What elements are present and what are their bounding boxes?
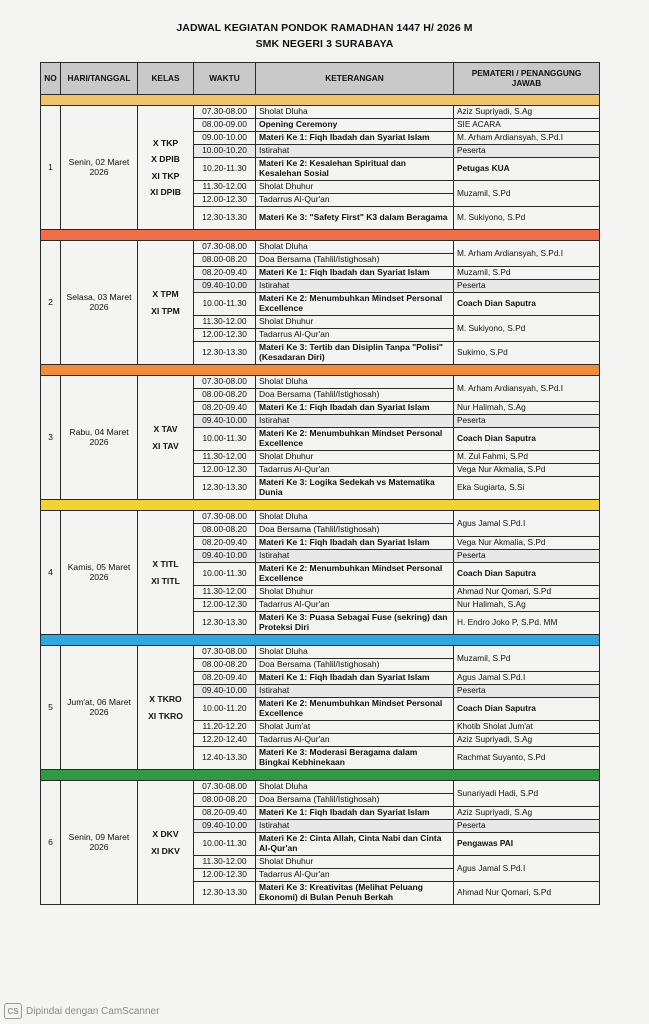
session-pemateri: Eka Sugiarta, S.Si (454, 477, 600, 500)
day-number: 1 (41, 106, 61, 230)
session-pemateri: Coach Dian Saputra (454, 563, 600, 586)
session-time: 09.40-10.00 (194, 820, 256, 833)
session-time: 12.30-13.30 (194, 882, 256, 905)
session-time: 11.20-12.20 (194, 721, 256, 734)
header-kelas: KELAS (138, 63, 194, 95)
session-keterangan: Materi Ke 2: Menumbuhkan Mindset Personal Excellence (256, 428, 454, 451)
day-number: 2 (41, 241, 61, 365)
session-keterangan: Doa Bersama (Tahlil/Istighosah) (256, 794, 454, 807)
session-pemateri: M. Arham Ardiansyah, S.Pd.I (454, 132, 600, 145)
session-time: 10.00-11.30 (194, 293, 256, 316)
day-separator-band (41, 365, 600, 376)
session-time: 12.30-13.30 (194, 342, 256, 365)
camscanner-logo-icon: CS (4, 1003, 22, 1019)
session-pemateri: Muzamil, S.Pd (454, 181, 600, 207)
session-time: 11.30-12.00 (194, 586, 256, 599)
session-time: 12.30-13.30 (194, 612, 256, 635)
session-pemateri: Ahmad Nur Qomari, S.Pd (454, 882, 600, 905)
session-time: 08.20-09.40 (194, 537, 256, 550)
header-pemateri: PEMATERI / PENANGGUNG JAWAB (454, 63, 600, 95)
session-keterangan: Materi Ke 1: Fiqh Ibadah dan Syariat Islam (256, 537, 454, 550)
kelas-label: X TITL (152, 559, 179, 570)
session-keterangan: Tadarrus Al-Qur'an (256, 464, 454, 477)
session-time: 10.00-10.20 (194, 145, 256, 158)
day-date: Senin, 02 Maret 2026 (61, 106, 138, 230)
session-pemateri: Peserta (454, 145, 600, 158)
session-keterangan: Materi Ke 2: Menumbuhkan Mindset Personal Excellence (256, 698, 454, 721)
session-keterangan: Doa Bersama (Tahlil/Istighosah) (256, 659, 454, 672)
day-number: 6 (41, 781, 61, 905)
session-time: 11.30-12.00 (194, 451, 256, 464)
session-keterangan: Materi Ke 2: Menumbuhkan Mindset Personal Excellence (256, 563, 454, 586)
session-keterangan: Doa Bersama (Tahlil/Istighosah) (256, 389, 454, 402)
session-time: 08.00-08.20 (194, 659, 256, 672)
session-keterangan: Materi Ke 1: Fiqh Ibadah dan Syariat Islam (256, 807, 454, 820)
session-time: 09.00-10.00 (194, 132, 256, 145)
session-keterangan: Sholat Dhuhur (256, 181, 454, 194)
kelas-label: XI DPIB (149, 186, 182, 197)
day-number: 5 (41, 646, 61, 770)
day-date: Kamis, 05 Maret 2026 (61, 511, 138, 635)
table-row (41, 646, 600, 659)
session-pemateri: Pengawas PAI (454, 833, 600, 856)
kelas-label: XI TITL (151, 575, 180, 586)
day-date: Senin, 09 Maret 2026 (61, 781, 138, 905)
scanner-footer-text: Dipindai dengan CamScanner (26, 1005, 160, 1017)
session-keterangan: Istirahat (256, 820, 454, 833)
session-time: 08.20-09.40 (194, 672, 256, 685)
session-pemateri: Sunariyadi Hadi, S.Pd (454, 781, 600, 807)
session-time: 10.00-11.30 (194, 833, 256, 856)
session-keterangan: Sholat Dhuhur (256, 451, 454, 464)
session-pemateri: Aziz Supriyadi, S.Ag (454, 807, 600, 820)
kelas-label: XI TKRO (148, 710, 183, 721)
session-pemateri: Coach Dian Saputra (454, 698, 600, 721)
table-row (41, 511, 600, 524)
session-keterangan: Sholat Dhuhur (256, 316, 454, 329)
schedule-body (41, 95, 600, 905)
day-kelas (138, 376, 194, 500)
day-separator-fill (41, 770, 600, 781)
day-separator-fill (41, 635, 600, 646)
day-separator-fill (41, 500, 600, 511)
day-kelas (138, 781, 194, 905)
session-time: 09.40-10.00 (194, 280, 256, 293)
session-keterangan: Materi Ke 3: Moderasi Beragama dalam Bingkai Kebhinekaan (256, 747, 454, 770)
day-kelas (138, 106, 194, 230)
day-kelas (138, 646, 194, 770)
session-keterangan: Istirahat (256, 280, 454, 293)
session-pemateri: Peserta (454, 820, 600, 833)
session-time: 11.30-12.00 (194, 181, 256, 194)
session-pemateri: Agus Jamal S.Pd.I (454, 856, 600, 882)
session-time: 12.00-12.30 (194, 599, 256, 612)
session-keterangan: Tadarrus Al-Qur'an (256, 869, 454, 882)
session-keterangan: Materi Ke 3: Logika Sedekah vs Matematika Dunia (256, 477, 454, 500)
session-keterangan: Materi Ke 3: Tertib dan Disiplin Tanpa "Polisi" (Kesadaran Diri) (256, 342, 454, 365)
session-keterangan: Sholat Dluha (256, 106, 454, 119)
header-keterangan: KETERANGAN (256, 63, 454, 95)
session-pemateri: H. Endro Joko P, S.Pd. MM (454, 612, 600, 635)
session-keterangan: Tadarrus Al-Qur'an (256, 734, 454, 747)
session-keterangan: Sholat Dluha (256, 781, 454, 794)
header-waktu: WAKTU (194, 63, 256, 95)
day-number: 3 (41, 376, 61, 500)
session-time: 08.20-09.40 (194, 402, 256, 415)
session-pemateri: Ahmad Nur Qomari, S.Pd (454, 586, 600, 599)
session-pemateri: M. Sukiyono, S.Pd (454, 316, 600, 342)
session-time: 12.30-13.30 (194, 477, 256, 500)
session-keterangan: Tadarrus Al-Qur'an (256, 599, 454, 612)
session-pemateri: Nur Halimah, S.Ag (454, 402, 600, 415)
header-no: NO (41, 63, 61, 95)
day-separator-fill (41, 365, 600, 376)
day-separator-band (41, 500, 600, 511)
day-kelas (138, 241, 194, 365)
session-time: 09.40-10.00 (194, 415, 256, 428)
day-separator-band (41, 230, 600, 241)
session-pemateri: Coach Dian Saputra (454, 428, 600, 451)
session-keterangan: Sholat Dluha (256, 241, 454, 254)
session-time: 12.00-12.30 (194, 464, 256, 477)
session-pemateri: Muzamil, S.Pd (454, 646, 600, 672)
session-keterangan: Materi Ke 1: Fiqh Ibadah dan Syariat Islam (256, 672, 454, 685)
session-pemateri: Peserta (454, 280, 600, 293)
session-time: 09.40-10.00 (194, 550, 256, 563)
session-pemateri: Petugas KUA (454, 158, 600, 181)
session-keterangan: Istirahat (256, 685, 454, 698)
session-keterangan: Doa Bersama (Tahlil/Istighosah) (256, 254, 454, 267)
session-keterangan: Istirahat (256, 415, 454, 428)
session-keterangan: Istirahat (256, 550, 454, 563)
session-time: 12.20-12.40 (194, 734, 256, 747)
table-row (41, 241, 600, 254)
session-time: 12.40-13.30 (194, 747, 256, 770)
session-keterangan: Materi Ke 1: Fiqh Ibadah dan Syariat Islam (256, 132, 454, 145)
day-separator-band (41, 770, 600, 781)
session-time: 12.00-12.30 (194, 869, 256, 882)
session-keterangan: Istirahat (256, 145, 454, 158)
session-keterangan: Sholat Dluha (256, 376, 454, 389)
session-pemateri: Muzamil, S.Pd (454, 267, 600, 280)
session-keterangan: Materi Ke 3: Kreativitas (Melihat Peluang Ekonomi) di Bulan Penuh Berkah (256, 882, 454, 905)
session-time: 07.30-08.00 (194, 106, 256, 119)
kelas-label: XI TAV (152, 440, 179, 451)
kelas-label: XI TKP (151, 170, 180, 181)
scanner-footer (4, 1003, 159, 1019)
day-number: 4 (41, 511, 61, 635)
session-pemateri: M. Arham Ardiansyah, S.Pd.I (454, 376, 600, 402)
session-pemateri: Peserta (454, 685, 600, 698)
kelas-label: X TKP (152, 137, 179, 148)
document-title: JADWAL KEGIATAN PONDOK RAMADHAN 1447 H/ 2026 M (176, 22, 473, 34)
session-keterangan: Materi Ke 1: Fiqh Ibadah dan Syariat Islam (256, 267, 454, 280)
kelas-label: X DPIB (151, 154, 180, 165)
session-time: 07.30-08.00 (194, 241, 256, 254)
day-separator-fill (41, 230, 600, 241)
session-pemateri: Rachmat Suyanto, S.Pd (454, 747, 600, 770)
session-keterangan: Materi Ke 1: Fiqh Ibadah dan Syariat Islam (256, 402, 454, 415)
session-keterangan: Materi Ke 2: Cinta Allah, Cinta Nabi dan Cinta Al-Qur'an (256, 833, 454, 856)
session-time: 12.00-12.30 (194, 329, 256, 342)
session-time: 11.30-12.00 (194, 316, 256, 329)
session-pemateri: Khotib Sholat Jum'at (454, 721, 600, 734)
session-keterangan: Tadarrus Al-Qur'an (256, 329, 454, 342)
day-separator-band (41, 635, 600, 646)
day-date: Jum'at, 06 Maret 2026 (61, 646, 138, 770)
day-date: Selasa, 03 Maret 2026 (61, 241, 138, 365)
session-time: 08.00-08.20 (194, 254, 256, 267)
session-keterangan: Sholat Dluha (256, 511, 454, 524)
session-time: 07.30-08.00 (194, 376, 256, 389)
session-keterangan: Sholat Dluha (256, 646, 454, 659)
session-pemateri: Nur Halimah, S.Ag (454, 599, 600, 612)
kelas-label: X DKV (152, 829, 179, 840)
kelas-label: XI TPM (151, 305, 180, 316)
session-time: 10.20-11.30 (194, 158, 256, 181)
session-keterangan: Opening Ceremony (256, 119, 454, 132)
session-pemateri: M. Sukiyono, S.Pd (454, 207, 600, 230)
session-time: 09.40-10.00 (194, 685, 256, 698)
session-pemateri: M. Arham Ardiansyah, S.Pd.I (454, 241, 600, 267)
session-pemateri: SIE ACARA (454, 119, 600, 132)
session-pemateri: M. Zul Fahmi, S.Pd (454, 451, 600, 464)
session-pemateri: Peserta (454, 415, 600, 428)
day-separator-band (41, 95, 600, 106)
session-pemateri: Aziz Supriyadi, S.Ag (454, 106, 600, 119)
session-time: 08.00-08.20 (194, 389, 256, 402)
kelas-label: X TKRO (149, 694, 182, 705)
session-pemateri: Peserta (454, 550, 600, 563)
session-keterangan: Sholat Dhuhur (256, 586, 454, 599)
session-time: 10.00-11.20 (194, 698, 256, 721)
session-time: 08.00-08.20 (194, 794, 256, 807)
session-pemateri: Aziz Supriyadi, S.Ag (454, 734, 600, 747)
session-pemateri: Agus Jamal S.Pd.I (454, 672, 600, 685)
session-time: 11.30-12.00 (194, 856, 256, 869)
session-pemateri: Vega Nur Akmalia, S.Pd (454, 464, 600, 477)
session-keterangan: Sholat Jum'at (256, 721, 454, 734)
session-keterangan: Materi Ke 2: Menumbuhkan Mindset Personal Excellence (256, 293, 454, 316)
session-time: 07.30-08.00 (194, 511, 256, 524)
session-time: 12.30-13.30 (194, 207, 256, 230)
session-time: 08.00-08.20 (194, 524, 256, 537)
session-time: 08.00-09.00 (194, 119, 256, 132)
table-row (41, 106, 600, 119)
table-row (41, 376, 600, 389)
table-header-row (41, 63, 600, 95)
session-keterangan: Tadarrus Al-Qur'an (256, 194, 454, 207)
session-pemateri: Vega Nur Akmalia, S.Pd (454, 537, 600, 550)
kelas-label: X TPM (152, 289, 179, 300)
session-keterangan: Materi Ke 3: "Safety First" K3 dalam Beragama (256, 207, 454, 230)
session-time: 10.00-11.30 (194, 428, 256, 451)
session-pemateri: Agus Jamal S.Pd.I (454, 511, 600, 537)
schedule-table (40, 62, 600, 905)
header-hari: HARI/TANGGAL (61, 63, 138, 95)
document-subtitle: SMK NEGERI 3 SURABAYA (255, 38, 394, 50)
session-keterangan: Sholat Dhuhur (256, 856, 454, 869)
kelas-label: XI DKV (151, 845, 180, 856)
session-time: 12.00-12.30 (194, 194, 256, 207)
session-keterangan: Materi Ke 3: Puasa Sebagai Fuse (sekring) dan Proteksi Diri (256, 612, 454, 635)
session-time: 07.30-08.00 (194, 646, 256, 659)
session-pemateri: Coach Dian Saputra (454, 293, 600, 316)
session-keterangan: Doa Bersama (Tahlil/Istighosah) (256, 524, 454, 537)
session-time: 08.20-09.40 (194, 267, 256, 280)
session-pemateri: Sukirno, S.Pd (454, 342, 600, 365)
table-row (41, 781, 600, 794)
kelas-label: X TAV (153, 424, 178, 435)
day-date: Rabu, 04 Maret 2026 (61, 376, 138, 500)
day-kelas (138, 511, 194, 635)
day-separator-fill (41, 95, 600, 106)
session-time: 07.30-08.00 (194, 781, 256, 794)
session-time: 08.20-09.40 (194, 807, 256, 820)
session-time: 10.00-11.30 (194, 563, 256, 586)
session-keterangan: Materi Ke 2: Kesalehan Spiritual dan Kesalehan Sosial (256, 158, 454, 181)
